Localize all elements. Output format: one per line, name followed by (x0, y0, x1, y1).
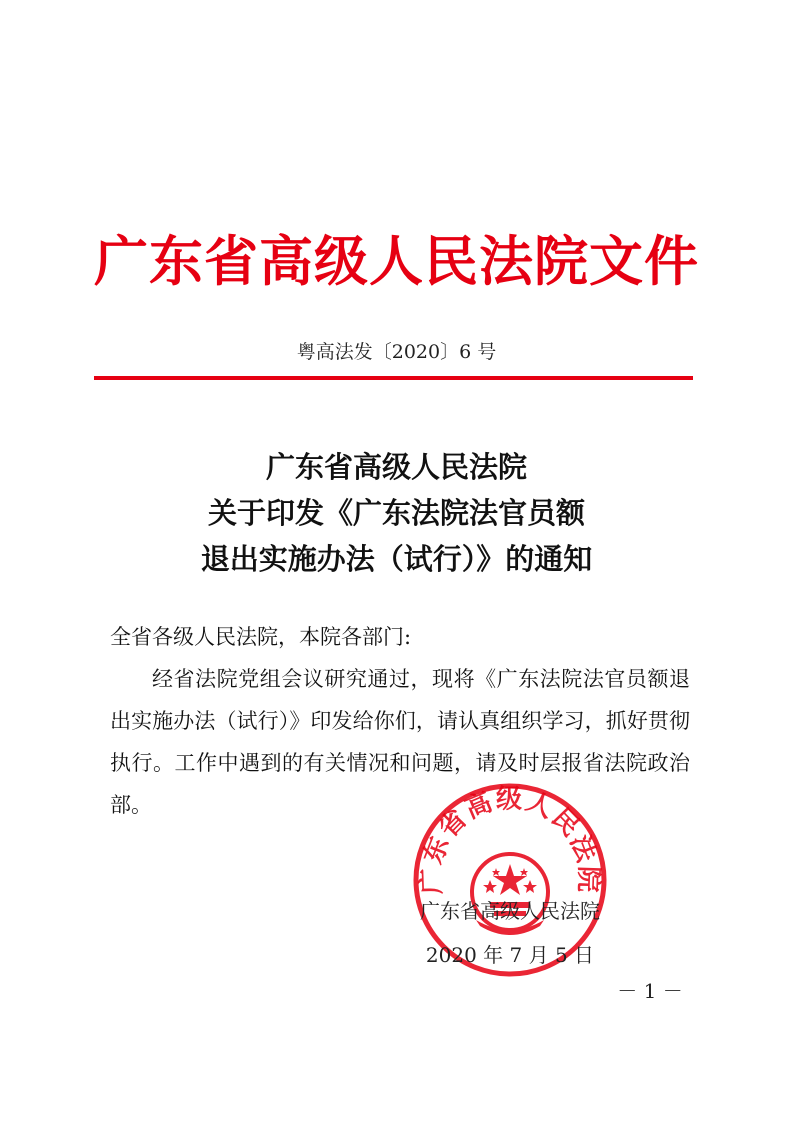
notice-title (0, 444, 793, 582)
body-paragraph: 经省法院党组会议研究通过，现将《广东法院法官员额退出实施办法（试行）》印发给你们，请认真组织学习，抓好贯彻执行。工作中遇到的有关情况和问题，请及时层报省法院政治部。 (110, 667, 690, 817)
issue-date: 2020 年 7 月 5 日 (425, 943, 595, 967)
notice-title-line-3: 退出实施办法（试行）》的通知 (200, 542, 593, 576)
notice-title-line-1: 广东省高级人民法院 (265, 450, 527, 484)
page-number: － 1 － (617, 979, 683, 1003)
issuer-name: 广东省高级人民法院 (420, 899, 600, 923)
document-number: 粤高法发〔2020〕6 号 (296, 341, 497, 363)
salutation: 全省各级人民法院，本院各部门: (110, 625, 412, 649)
red-divider-line (94, 376, 693, 380)
svg-text:广东省高级人民法院: 广东省高级人民法院 (416, 784, 604, 895)
notice-title-line-2: 关于印发《广东法院法官员额 (207, 496, 585, 530)
document-header-title: 广东省高级人民法院文件 (94, 230, 699, 293)
